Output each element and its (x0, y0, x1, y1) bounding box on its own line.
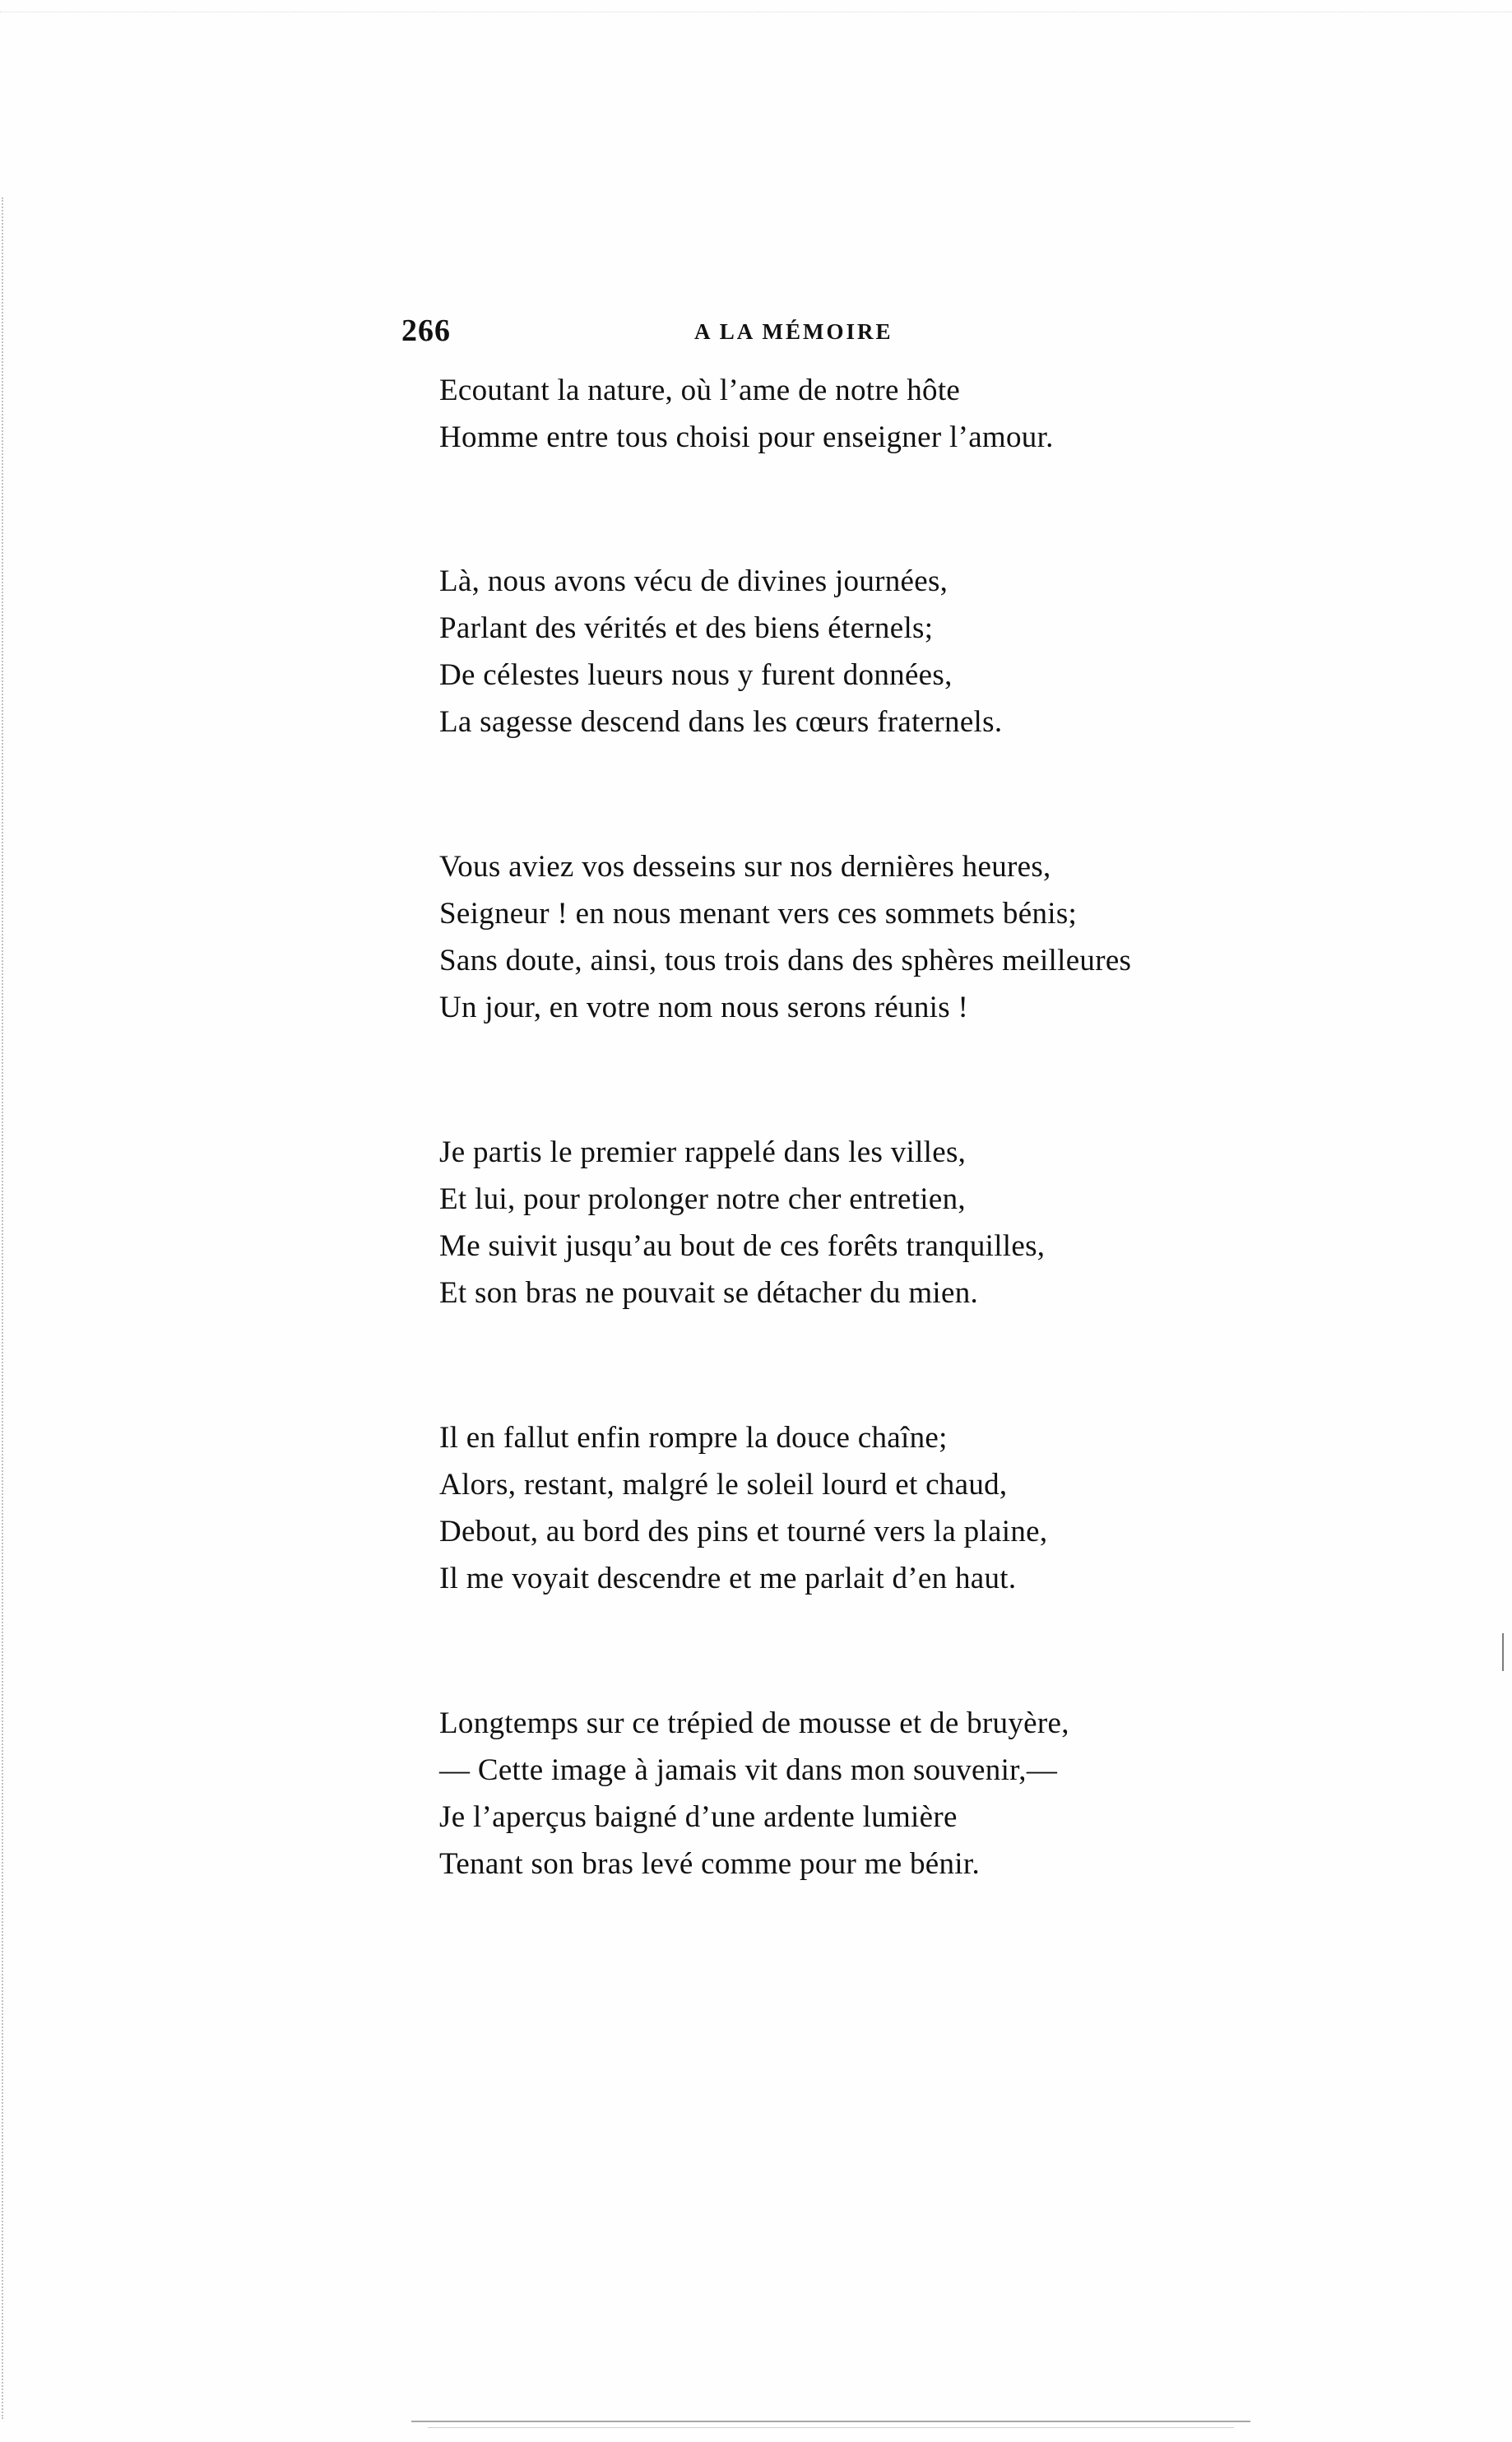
scan-edge-left (2, 197, 8, 2419)
verse-line: La sagesse descend dans les cœurs fraternels. (439, 705, 1003, 739)
stanza (439, 558, 1344, 745)
verse-line: Il en fallut enfin rompre la douce chaîne; (439, 1421, 948, 1455)
verse-line: Me suivit jusqu’au bout de ces forêts tranquilles, (439, 1229, 1046, 1263)
running-head: A LA MÉMOIRE (694, 319, 893, 344)
stanza (439, 367, 1344, 461)
verse-line: Longtemps sur ce trépied de mousse et de bruyère, (439, 1706, 1069, 1740)
verse-line: Il me voyait descendre et me parlait d’en haut. (439, 1562, 1017, 1595)
verse-line: Homme entre tous choisi pour enseigner l’amour. (439, 420, 1054, 454)
scan-mark-right (1502, 1633, 1504, 1671)
verse-line: Je l’aperçus baigné d’une ardente lumière (439, 1800, 958, 1834)
verse-line: Un jour, en votre nom nous serons réunis ! (439, 991, 969, 1024)
verse-line: Debout, au bord des pins et tourné vers la plaine, (439, 1515, 1048, 1548)
verse-line: Parlant des vérités et des biens éternels; (439, 611, 934, 645)
verse-line: Alors, restant, malgré le soleil lourd et chaud, (439, 1468, 1008, 1502)
page-header (401, 313, 1010, 362)
verse-line: Et son bras ne pouvait se détacher du mien. (439, 1276, 979, 1310)
verse-line: De célestes lueurs nous y furent données, (439, 658, 953, 692)
verse-line: Là, nous avons vécu de divines journées, (439, 564, 948, 598)
stanza (439, 1129, 1344, 1316)
verse-line: Vous aviez vos desseins sur nos dernières heures, (439, 850, 1051, 884)
scan-edge-top (0, 0, 1512, 12)
scan-edge-bottom-inner (428, 2427, 1234, 2428)
verse-line: Et lui, pour prolonger notre cher entretien, (439, 1182, 966, 1216)
verse-line: Ecoutant la nature, où l’ame de notre hôte (439, 374, 961, 407)
poem-body (439, 367, 1344, 1985)
verse-line: Je partis le premier rappelé dans les villes, (439, 1135, 967, 1169)
verse-line: — Cette image à jamais vit dans mon souvenir,— (439, 1753, 1058, 1787)
scan-edge-bottom (411, 2421, 1250, 2422)
stanza (439, 843, 1344, 1031)
stanza (439, 1700, 1344, 1887)
stanza (439, 1414, 1344, 1602)
verse-line: Sans doute, ainsi, tous trois dans des sphères meilleures (439, 944, 1132, 977)
page-number: 266 (401, 313, 451, 348)
verse-line: Seigneur ! en nous menant vers ces sommets bénis; (439, 897, 1078, 931)
verse-line: Tenant son bras levé comme pour me bénir. (439, 1847, 981, 1881)
